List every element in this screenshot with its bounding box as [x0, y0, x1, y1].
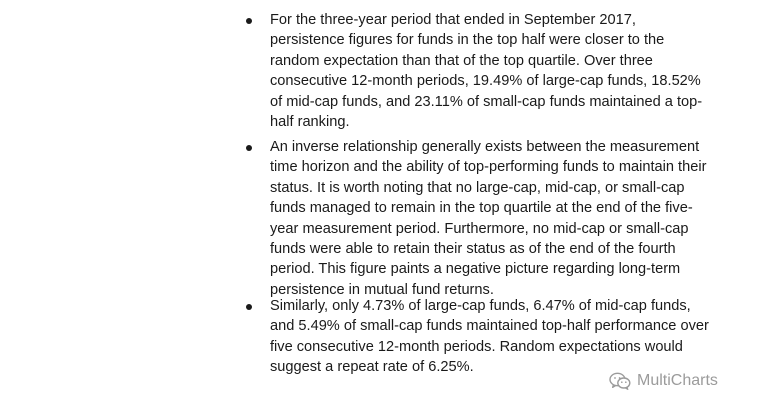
text-line: year measurement period. Furthermore, no mid-cap or small-cap	[270, 220, 689, 237]
text-line: half ranking.	[270, 114, 350, 131]
text-line: and 5.49% of small-cap funds maintained top-half performance over	[270, 318, 709, 335]
text-line: For the three-year period that ended in September 2017,	[270, 12, 636, 28]
bullet-icon	[246, 18, 252, 24]
text-line: five consecutive 12-month periods. Random expectations would	[270, 338, 683, 355]
wechat-icon	[609, 372, 631, 390]
bullet-icon	[246, 145, 252, 151]
text-line: funds were able to retain their status as of the end of the fourth	[270, 241, 676, 258]
text-line: persistence figures for funds in the top half were closer to the	[270, 32, 665, 49]
watermark-text: MultiCharts	[637, 372, 718, 389]
bullet-paragraph	[270, 10, 716, 132]
text-line: period. This figure paints a negative picture regarding long-term	[270, 261, 681, 278]
bullet-paragraph	[270, 137, 716, 300]
text-line: funds managed to remain in the top quartile at the end of the five-	[270, 200, 693, 217]
bullet-icon	[246, 304, 252, 310]
watermark	[609, 369, 718, 393]
text-line: of mid-cap funds, and 23.11% of small-cap funds maintained a top-	[270, 93, 703, 110]
text-line: suggest a repeat rate of 6.25%.	[270, 359, 474, 376]
text-line: consecutive 12-month periods, 19.49% of large-cap funds, 18.52%	[270, 73, 701, 90]
text-line: status. It is worth noting that no large-cap, mid-cap, or small-cap	[270, 179, 685, 196]
text-line: random expectation than that of the top quartile. Over three	[270, 52, 653, 69]
text-line: An inverse relationship generally exists between the measurement	[270, 139, 700, 155]
text-line: time horizon and the ability of top-performing funds to maintain their	[270, 159, 707, 176]
bullet-paragraph	[270, 296, 716, 378]
text-line: Similarly, only 4.73% of large-cap funds, 6.47% of mid-cap funds,	[270, 298, 691, 314]
text-line: persistence in mutual fund returns.	[270, 281, 494, 298]
